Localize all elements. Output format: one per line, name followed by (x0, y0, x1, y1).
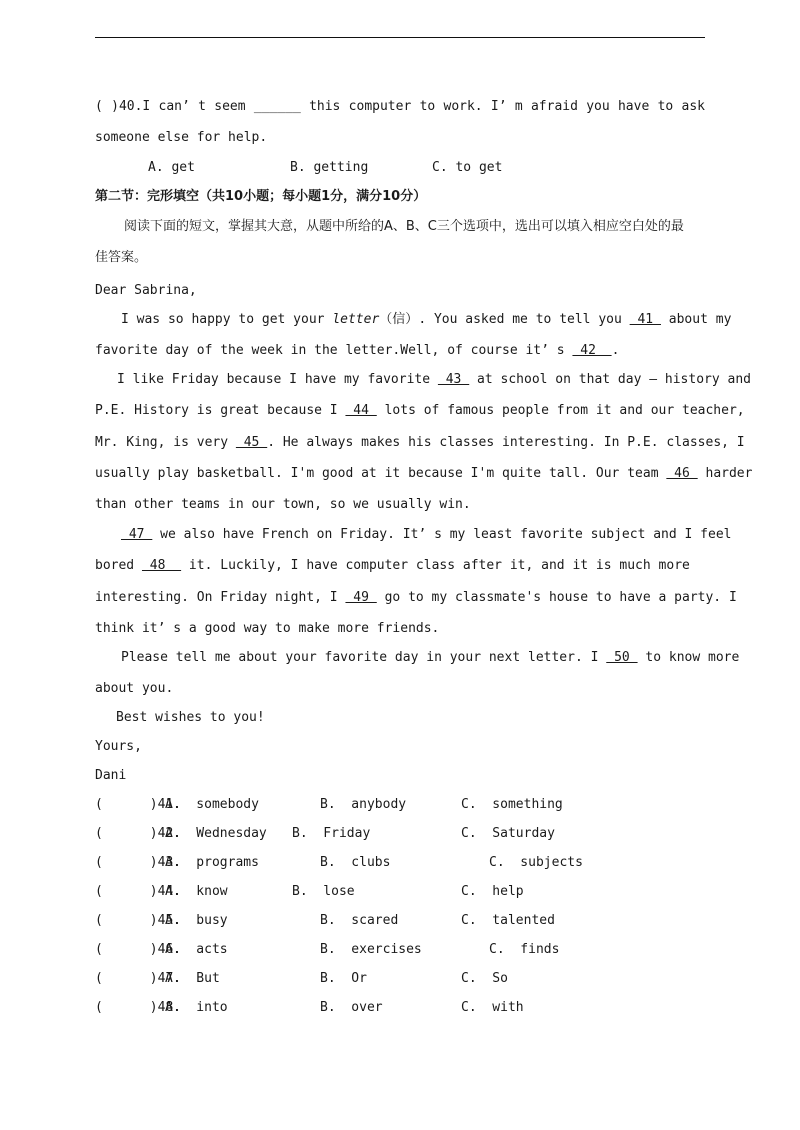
letter-p2-line1: I like Friday because I have my favorite 43 at school on that day — history and (117, 372, 751, 387)
question-45-option-b: B. scared (320, 913, 399, 928)
q40-line2: someone else for help. (95, 130, 268, 145)
blank-43: 43 (437, 372, 470, 387)
blank-45: 45 (235, 435, 268, 450)
header-rule (95, 37, 705, 38)
instruction-line1: 阅读下面的短文，掌握其大意，从题中所给的A、B、C三个选项中，选出可以填入相应空白处的最 (124, 219, 684, 234)
question-48-option-c: C. with (461, 1000, 524, 1015)
question-45-number: ( )45. (95, 913, 182, 928)
question-43-option-b: B. clubs (320, 855, 391, 870)
q40-option-c: C. to get (432, 160, 503, 175)
letter-p3-line4: think it’ s a good way to make more friends. (95, 621, 440, 636)
question-42-option-b: B. Friday (292, 826, 371, 841)
question-44-number: ( )44. (95, 884, 182, 899)
question-41-option-a: A. somebody (165, 797, 259, 812)
blank-48: 48 (141, 558, 182, 573)
question-47-option-a: A. But (165, 971, 220, 986)
letter-p2-line4: usually play basketball. I'm good at it because I'm quite tall. Our team 46 harder (95, 466, 753, 481)
question-48-number: ( )48. (95, 1000, 182, 1015)
section-heading: 第二节：完形填空（共10小题；每小题1分，满分10分） (95, 189, 427, 204)
question-43-number: ( )43. (95, 855, 182, 870)
question-43-option-a: A. programs (165, 855, 259, 870)
question-44-option-b: B. lose (292, 884, 355, 899)
question-47-number: ( )47. (95, 971, 182, 986)
letter-p2-line5: than other teams in our town, so we usually win. (95, 497, 471, 512)
question-41-number: ( )41. (95, 797, 182, 812)
letter-closing: Yours, (95, 739, 142, 754)
question-42-number: ( )42. (95, 826, 182, 841)
blank-50: 50 (606, 650, 638, 665)
blank-42: 42 (572, 343, 612, 358)
question-41-option-c: C. something (461, 797, 563, 812)
question-48-option-b: B. over (320, 1000, 383, 1015)
question-46-option-b: B. exercises (320, 942, 422, 957)
letter-p4-line2: about you. (95, 681, 174, 696)
question-47-option-c: C. So (461, 971, 508, 986)
question-46-option-c: C. finds (489, 942, 560, 957)
question-45-option-a: A. busy (165, 913, 228, 928)
letter-p1-line2: favorite day of the week in the letter.Well, of course it’ s 42 . (95, 343, 620, 358)
blank-44: 44 (345, 403, 377, 418)
letter-p4-line1: Please tell me about your favorite day in your next letter. I 50 to know more (121, 650, 740, 665)
letter-p2-line2: P.E. History is great because I 44 lots of famous people from it and our teacher, (95, 403, 745, 418)
letter-p2-line3: Mr. King, is very 45 . He always makes his classes interesting. In P.E. classes, I (95, 435, 745, 450)
question-41-option-b: B. anybody (320, 797, 407, 812)
question-46-number: ( )46. (95, 942, 182, 957)
letter-p3-line3: interesting. On Friday night, I 49 go to my classmate's house to have a party. I (95, 590, 737, 605)
question-46-option-a: A. acts (165, 942, 228, 957)
instruction-line2: 佳答案。 (95, 250, 148, 265)
blank-47: 47 (121, 527, 153, 542)
question-47-option-b: B. Or (320, 971, 367, 986)
q40-line1: ( )40.I can’ t seem ______ this computer to work. I’ m afraid you have to ask (95, 99, 705, 114)
letter-signature: Dani (95, 768, 127, 783)
question-44-option-c: C. help (461, 884, 524, 899)
letter-p3-line2: bored 48 it. Luckily, I have computer class after it, and it is much more (95, 558, 690, 573)
blank-41: 41 (629, 312, 661, 327)
question-44-option-a: A. know (165, 884, 228, 899)
blank-49: 49 (345, 590, 377, 605)
question-42-option-c: C. Saturday (461, 826, 555, 841)
letter-p3-line1: 47 we also have French on Friday. It’ s my least favorite subject and I feel (121, 527, 732, 542)
q40-option-b: B. getting (290, 160, 369, 175)
question-42-option-a: A. Wednesday (165, 826, 267, 841)
question-45-option-c: C. talented (461, 913, 555, 928)
blank-46: 46 (666, 466, 698, 481)
letter-p1-line1: I was so happy to get your letter（信）. You asked me to tell you 41 about my (121, 312, 732, 327)
question-43-option-c: C. subjects (489, 855, 583, 870)
letter-greeting: Dear Sabrina, (95, 283, 197, 298)
q40-option-a: A. get (148, 160, 195, 175)
question-48-option-a: A. into (165, 1000, 228, 1015)
letter-wishes: Best wishes to you! (116, 710, 265, 725)
